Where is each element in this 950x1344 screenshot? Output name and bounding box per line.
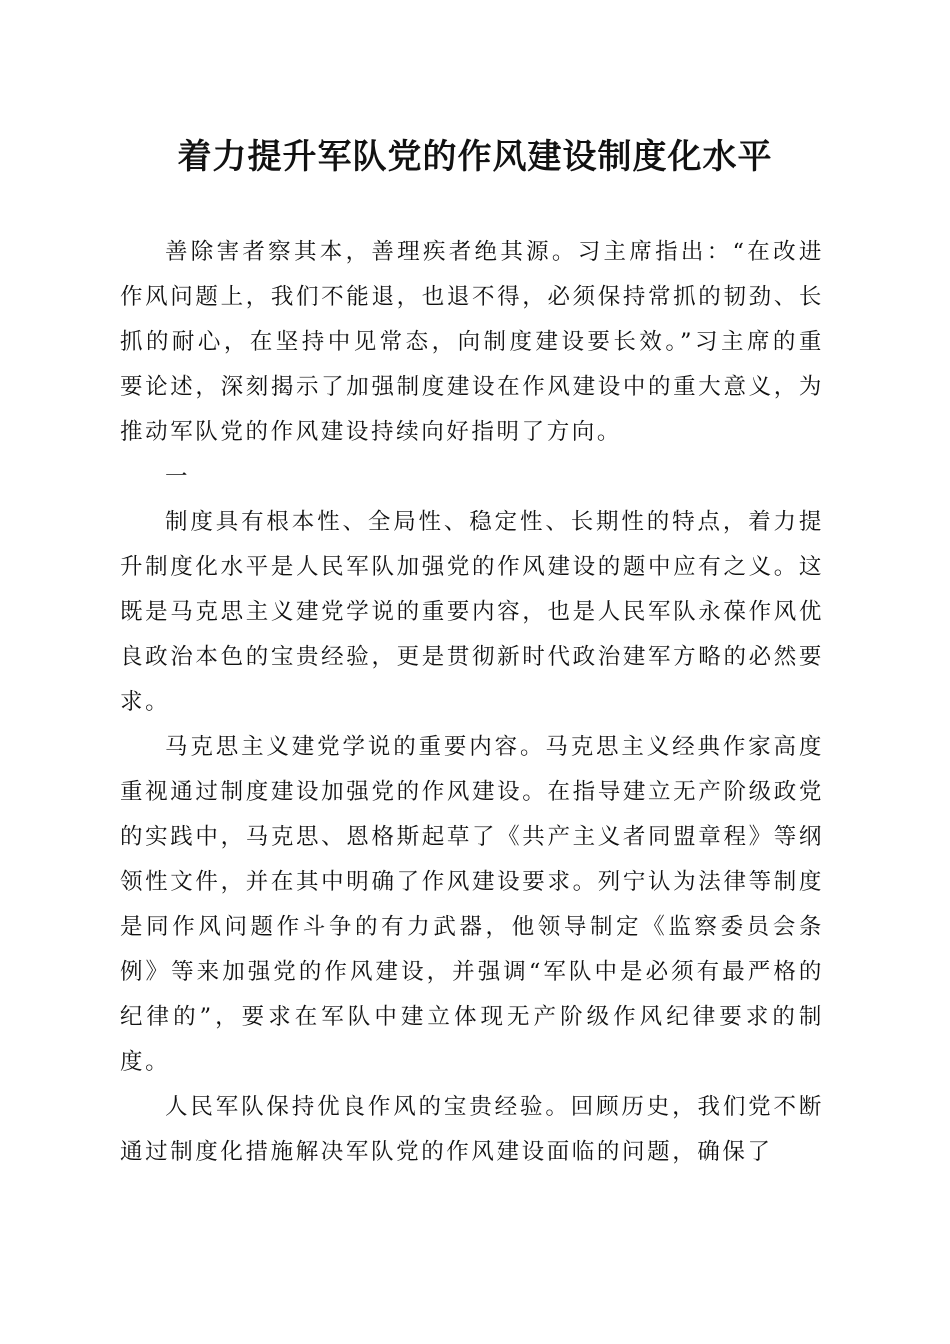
- paragraph-section-one: 制度具有根本性、全局性、稳定性、长期性的特点，着力提升制度化水平是人民军队加强党的作风建设的题中应有之义。这既是马克思主义建党学说的重要内容，也是人民军队永葆作风优良政治本色的宝贵经验，更是贯彻新时代政治建军方略的必然要求。: [120, 509, 824, 715]
- paragraph-experience: 人民军队保持优良作风的宝贵经验。回顾历史，我们党不断通过制度化措施解决军队党的作风建设面临的问题，确保了: [120, 1094, 824, 1165]
- paragraph-intro: 善除害者察其本，善理疾者绝其源。习主席指出：“在改进作风问题上，我们不能退，也退不得，必须保持常抓的韧劲、长抓的耐心，在坚持中见常态，向制度建设要长效。”习主席的重要论述，深刻揭示了加强制度建设在作风建设中的重大意义，为推动军队党的作风建设持续向好指明了方向。: [120, 239, 824, 445]
- paragraph-marxism: 马克思主义建党学说的重要内容。马克思主义经典作家高度重视通过制度建设加强党的作风建设。在指导建立无产阶级政党的实践中，马克思、恩格斯起草了《共产主义者同盟章程》等纲领性文件，并在其中明确了作风建设要求。列宁认为法律等制度是同作风问题作斗争的有力武器，他领导制定《监察委员会条例》等来加强党的作风建设，并强调“军队中是必须有最严格的纪律的”，要求在军队中建立体现无产阶级作风纪律要求的制度。: [120, 734, 824, 1075]
- section-number: 一: [165, 464, 191, 490]
- document-body: [120, 230, 824, 1175]
- document-title: 着力提升军队党的作风建设制度化水平: [177, 137, 773, 177]
